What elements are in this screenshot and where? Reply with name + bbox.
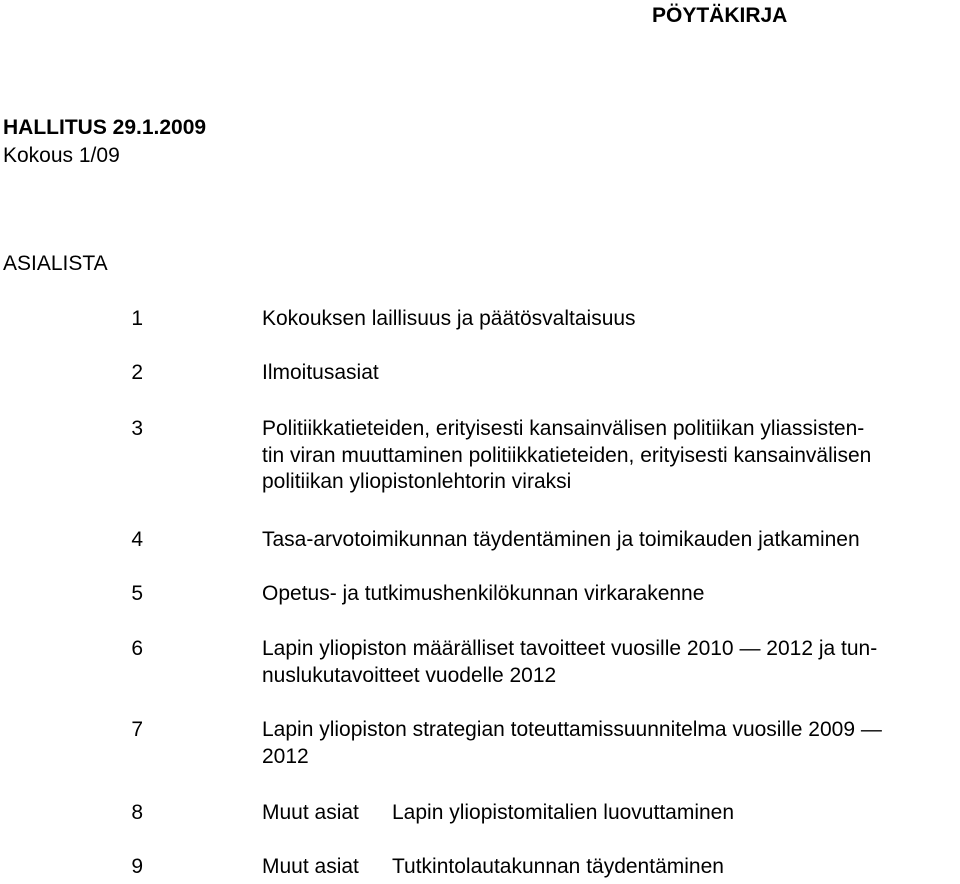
agenda-item-number: 1	[131, 307, 143, 330]
agenda-item-text	[262, 800, 954, 827]
agenda-item-subject: Lapin yliopistomitalien luovuttaminen	[392, 801, 735, 824]
agenda-item-number: 6	[131, 637, 143, 660]
agenda-item-number: 4	[131, 528, 143, 551]
agenda-item-number: 3	[131, 417, 143, 440]
meeting-title: HALLITUS 29.1.2009	[3, 116, 207, 139]
agenda-item-text: Politiikkatieteiden, erityisesti kansainvälisen politiikan yliassisten- tin viran muuttaminen politiikkatieteiden, erityisesti kansainvälisen politiikan yliopistonlehtorin viraksi	[262, 417, 872, 493]
agenda-item-number: 9	[131, 855, 143, 878]
agenda-item-text	[262, 854, 954, 881]
document-type: PÖYTÄKIRJA	[652, 4, 788, 27]
agenda-item-text: Tasa-arvotoimikunnan täydentäminen ja toimikauden jatkaminen	[262, 528, 860, 551]
agenda-item-number: 2	[131, 361, 143, 384]
agenda-item-text: Lapin yliopiston määrälliset tavoitteet vuosille 2010 — 2012 ja tun- nuslukutavoitteet vuodelle 2012	[262, 637, 878, 687]
agenda-item-text: Opetus- ja tutkimushenkilökunnan virkarakenne	[262, 582, 705, 605]
agenda-item-number: 5	[131, 582, 143, 605]
agenda-item-number: 7	[131, 718, 143, 741]
agenda-item-number: 8	[131, 801, 143, 824]
meeting-number: Kokous 1/09	[3, 144, 120, 167]
agenda-item-text: Lapin yliopiston strategian toteuttamissuunnitelma vuosille 2009 — 2012	[262, 718, 882, 768]
agenda-heading: ASIALISTA	[3, 252, 108, 275]
agenda-item-text: Ilmoitusasiat	[262, 361, 379, 384]
agenda-item-category: Muut asiat	[262, 801, 359, 824]
agenda-item-category: Muut asiat	[262, 855, 359, 878]
agenda-item-text: Kokouksen laillisuus ja päätösvaltaisuus	[262, 307, 636, 330]
agenda-item-subject: Tutkintolautakunnan täydentäminen	[392, 855, 724, 878]
